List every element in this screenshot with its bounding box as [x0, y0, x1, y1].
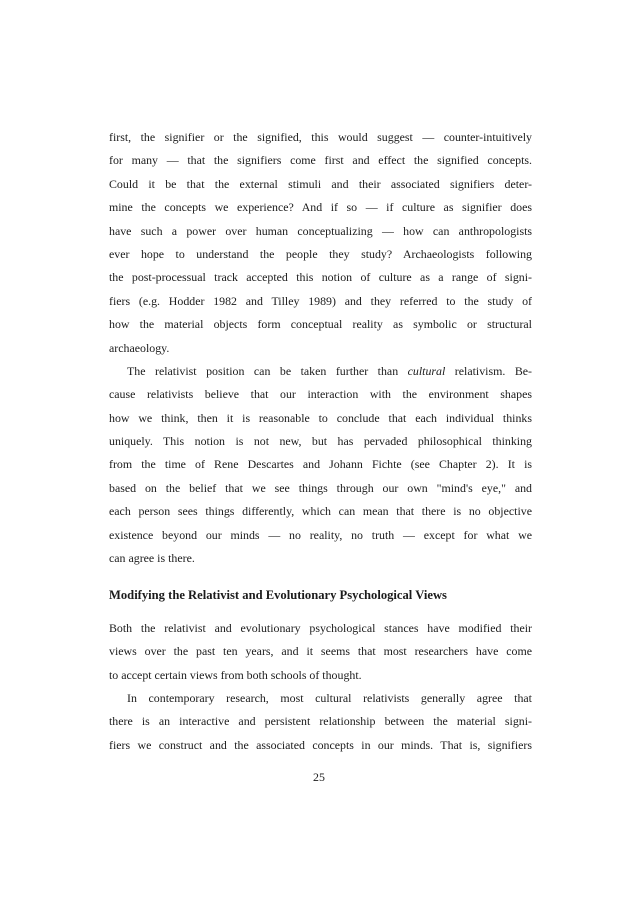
text-line: [109, 360, 532, 383]
text-line: archaeology.: [109, 340, 170, 355]
text-line: based on the belief that we see things through our own "mind's eye," and: [109, 480, 532, 495]
section-heading: Modifying the Relativist and Evolutionary Psychological Views: [109, 588, 447, 603]
emphasis-cultural: cultural: [407, 363, 446, 378]
text-line: views over the past ten years, and it seems that most researchers have come: [109, 644, 532, 659]
text-line: how the material objects form conceptual reality as symbolic or structural: [109, 317, 532, 332]
text-line: the post-processual track accepted this notion of culture as a range of signi-: [109, 270, 532, 285]
paragraph-2: [109, 360, 532, 571]
paragraph-3: [109, 617, 532, 687]
paragraph-4: [109, 687, 532, 757]
paragraph-1: [109, 126, 532, 360]
text-line: to accept certain views from both schools of thought.: [109, 667, 362, 682]
text-line: In contemporary research, most cultural relativists generally agree that: [127, 690, 532, 705]
text-line: Both the relativist and evolutionary psychological stances have modified their: [109, 620, 532, 635]
page-number: 25: [313, 770, 325, 784]
text-line: existence beyond our minds — no reality, no truth — except for what we: [109, 527, 532, 542]
text-line: can agree is there.: [109, 551, 195, 566]
text-line: mine the concepts we experience? And if so — if culture as signifier does: [109, 200, 532, 215]
text-line: how we think, then it is reasonable to conclude that each individual thinks: [109, 410, 532, 425]
text-line: fiers (e.g. Hodder 1982 and Tilley 1989) and they referred to the study of: [109, 293, 532, 308]
text-line: for many — that the signifiers come first and effect the signified concepts.: [109, 153, 532, 168]
text-line: ever hope to understand the people they study? Archaeologists following: [109, 246, 532, 261]
text-line: cause relativists believe that our interaction with the environment shapes: [109, 387, 532, 402]
text-line: from the time of Rene Descartes and Johann Fichte (see Chapter 2). It is: [109, 457, 532, 472]
text-line: each person sees things differently, which can mean that there is no objective: [109, 504, 532, 519]
text-line: first, the signifier or the signified, this would suggest — counter-intuitively: [109, 130, 532, 144]
page-body: [109, 126, 532, 757]
text-line: uniquely. This notion is not new, but has pervaded philosophical thinking: [109, 434, 532, 449]
text-line: fiers we construct and the associated concepts in our minds. That is, signifiers: [109, 737, 532, 752]
text-fragment: relativism. Be-: [445, 363, 532, 378]
text-line: Could it be that the external stimuli and their associated signifiers deter-: [109, 176, 532, 191]
text-line: there is an interactive and persistent relationship between the material signi-: [109, 714, 532, 729]
text-fragment: The relativist position can be taken further than: [127, 363, 408, 378]
text-line: have such a power over human conceptualizing — how can anthropologists: [109, 223, 532, 238]
